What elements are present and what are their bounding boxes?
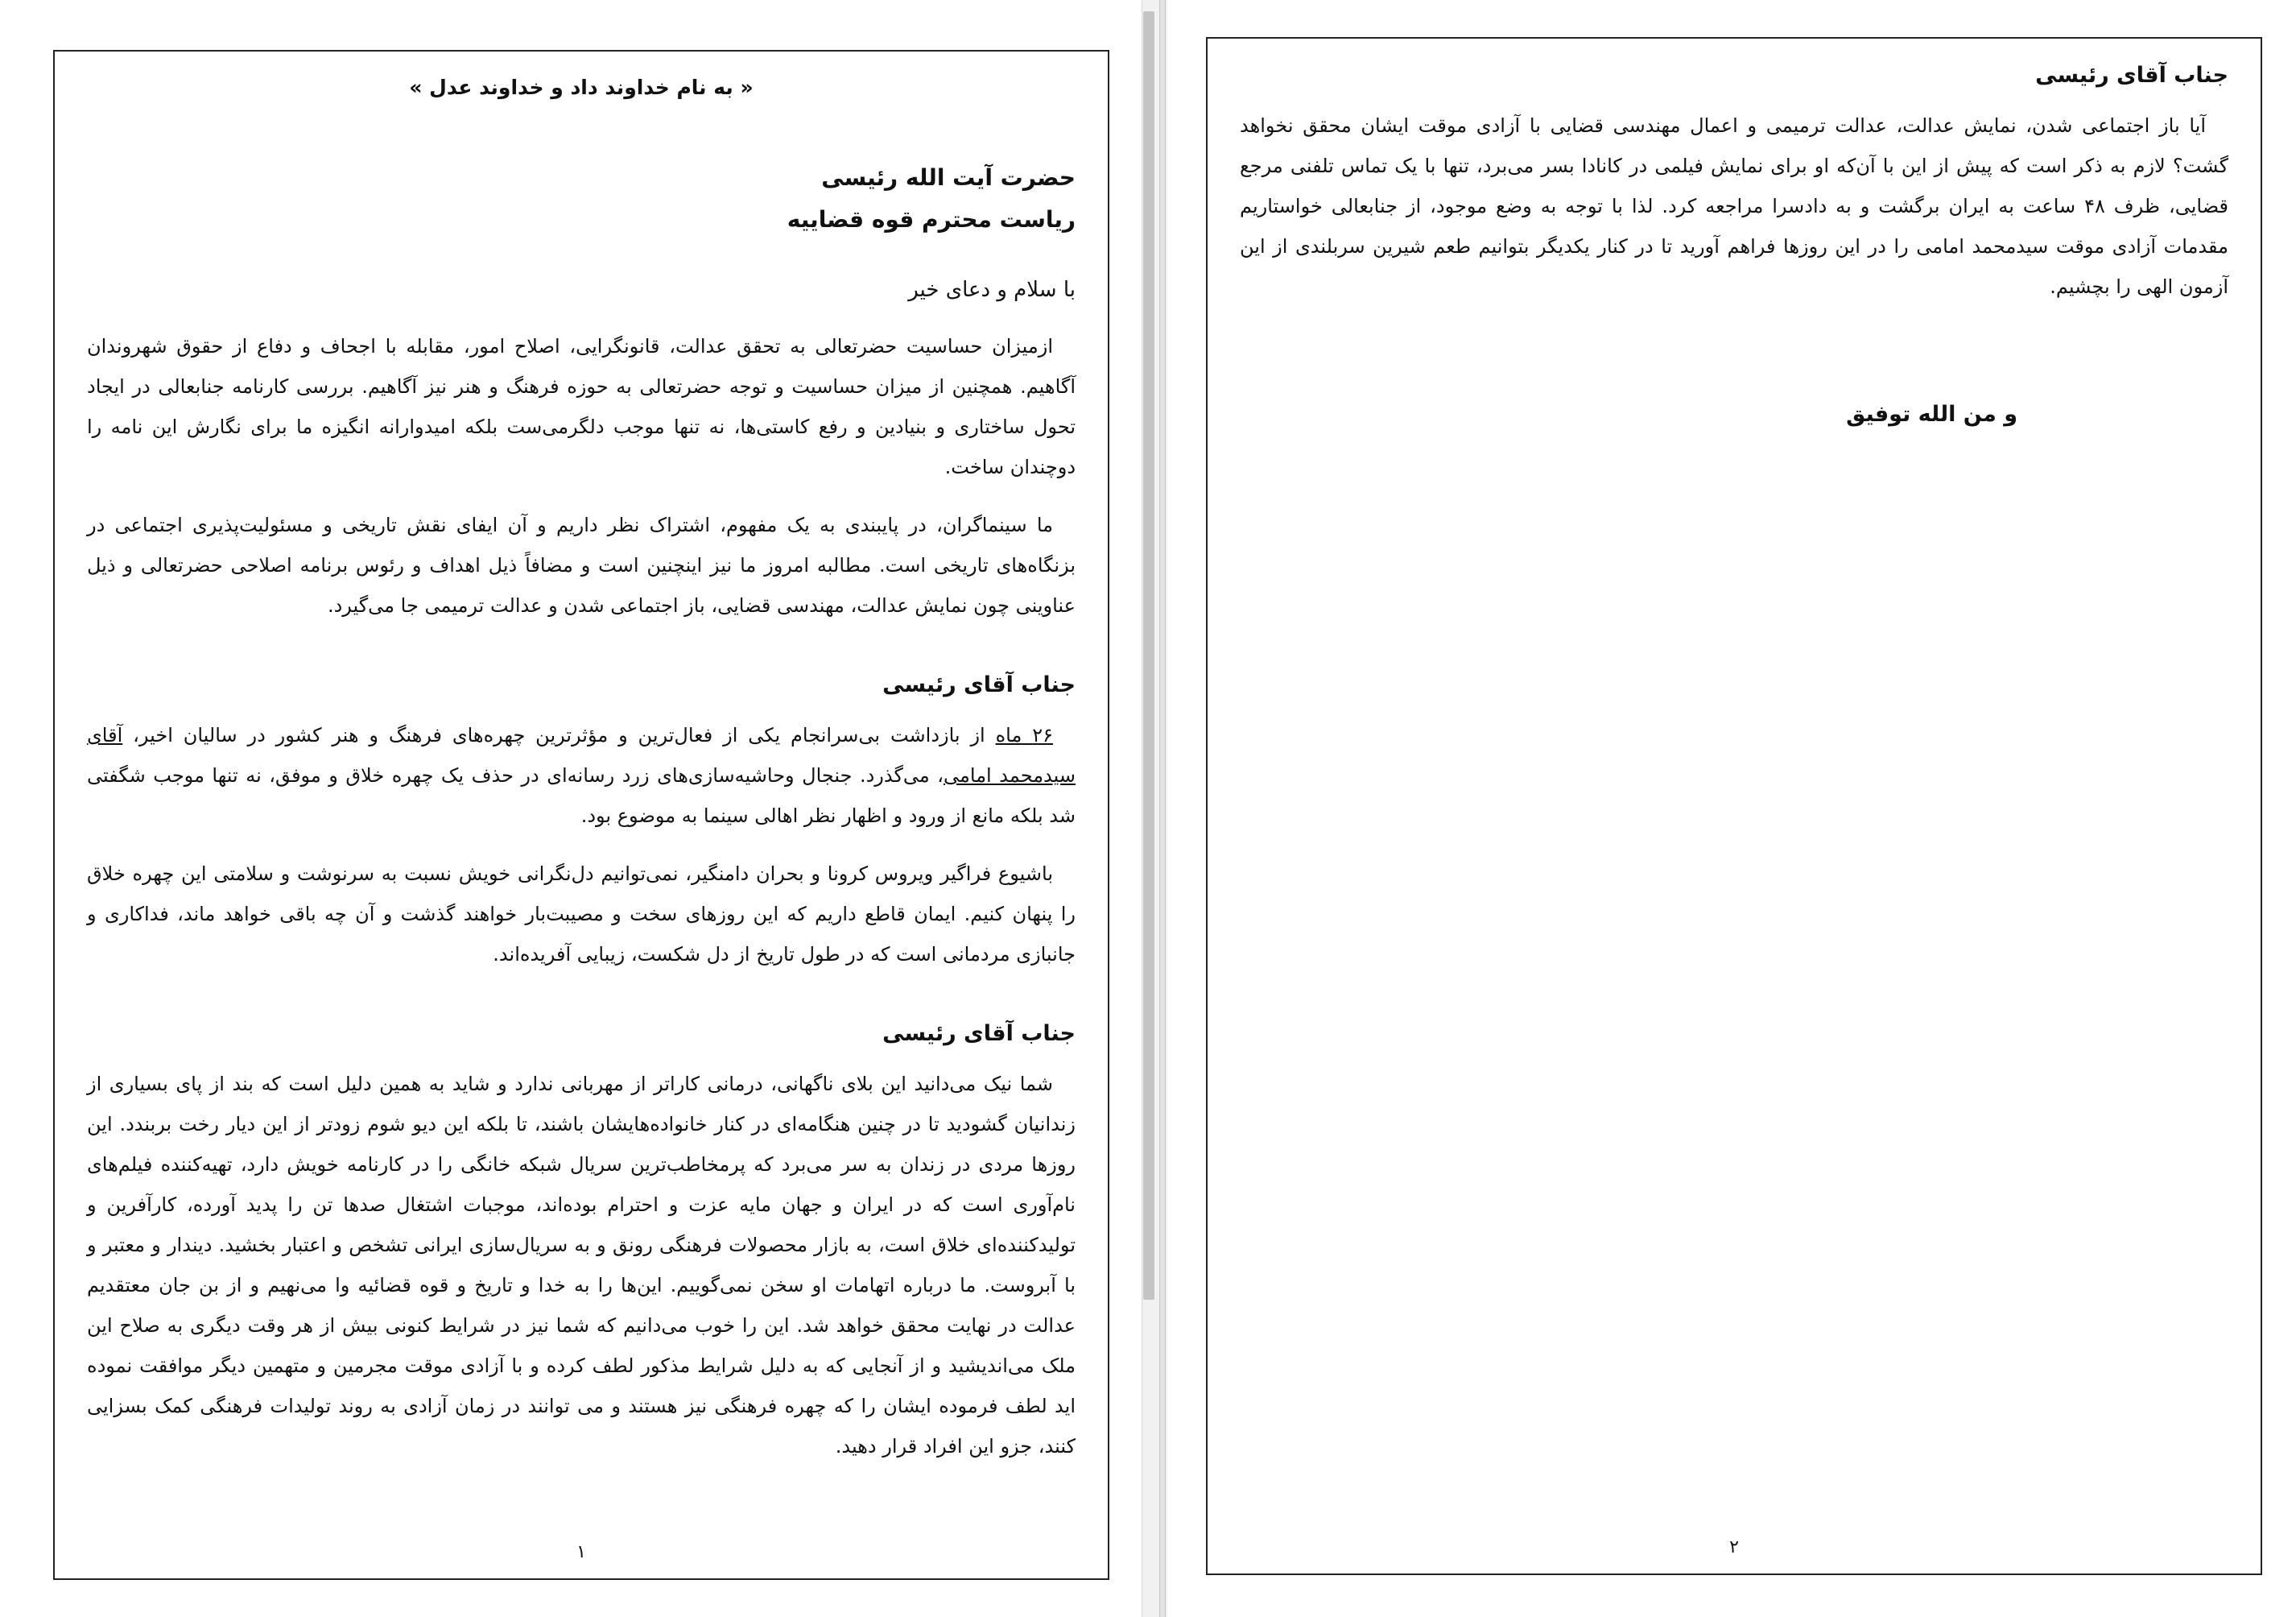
- pane-splitter[interactable]: [1159, 0, 1166, 1617]
- underlined-duration: ۲۶ ماه: [995, 724, 1054, 746]
- addressee-title: ریاست محترم قوه قضاییه: [787, 206, 1076, 233]
- paragraph-4: باشیوع فراگیر ویروس کرونا و بحران دامنگیر، نمی‌توانیم دل‌نگرانی خویش نسبت به سرنوشت و سلامتی این چهره خلاق را پنهان کنیم. ایمان قاطع داریم که این روزهای سخت و مصیبت‌بار خواهند گذشت و آن چه باقی خواهد ماند، فداکاری و جانبازی مردمانی است که در طول تاریخ از دل شکست، زیبایی آفریده‌اند.: [87, 862, 1076, 966]
- paragraph-1: آیا باز اجتماعی شدن، نمایش عدالت، عدالت ترمیمی و اعمال مهندسی قضایی با آزادی موقت ایشان محقق نخواهد گشت؟ لازم به ذکر است که پیش از این با آن‌که او برای نمایش فیلمی در کانادا بسر می‌برد، تنها با یک تماس تلفنی مرجع قضایی، ظرف ۴۸ ساعت به ایران برگشت و به دادسرا مراجعه کرد. لذا با توجه به وضع موجود، از جنابعالی خواستاریم مقدمات آزادی موقت سیدمحمد امامی را در این روزها فراهم آورید تا در کنار یکدیگر بتوانیم طعم شیرین سربلندی از این آزمون الهی را بچشیم.: [1240, 114, 2228, 298]
- paragraph-2: ما سینماگران، در پایبندی به یک مفهوم، اشتراک نظر داریم و آن ایفای نقش تاریخی و مسئولیت‌پذیری اجتماعی در بزنگاه‌های تاریخی است. مطالبه امروز ما نیز اینچنین است و مضافاً ذیل اهداف و رئوس برنامه اصلاحی حضرتعالی و ذیل عناوینی چون نمایش عدالت، مهندسی قضایی، باز اجتماعی شدن و عدالت ترمیمی جا می‌گیرد.: [87, 514, 1076, 617]
- page-2: [1206, 37, 2262, 1575]
- section-heading: جناب آقای رئیسی: [2035, 63, 2228, 88]
- basmala-header: « به نام خداوند داد و خداوند عدل »: [409, 76, 754, 99]
- section-heading-2: جناب آقای رئیسی: [882, 672, 1076, 697]
- page-number: ۲: [1729, 1537, 1739, 1557]
- left-page-pane[interactable]: [0, 0, 1142, 1617]
- section-heading-3: جناب آقای رئیسی: [882, 1021, 1076, 1046]
- underlined-person-name: آقای سیدمحمد امامی: [87, 724, 1076, 787]
- paragraph-3-text-b: ، می‌گذرد. جنجال وحاشیه‌سازی‌های زرد رسانه‌ای در حذف یک چهره خلاق و موفق، نه تنها موجب شگفتی شد بلکه مانع از ورود و اظهار نظر اهالی سینما به موضوع بود.: [87, 764, 1076, 827]
- page-number: ۱: [576, 1542, 586, 1562]
- addressee-block: [87, 157, 1076, 241]
- paragraph-1: ازمیزان حساسیت حضرتعالی به تحقق عدالت، قانونگرایی، اصلاح امور، مقابله با اجحاف و دفاع از حقوق شهروندان آگاهیم. همچنین از میزان حساسیت و توجه حضرتعالی به حوزه فرهنگ و هنر نیز آگاهیم. بررسی کارنامه جنابعالی در ایجاد تحول ساختاری و بنیادین و رفع کاستی‌ها، نه تنها موجب دلگرمی‌ست بلکه امیدوارانه انگیزه ما برای نگارش این نامه را دوچندان ساخت.: [87, 335, 1076, 478]
- paragraph-3-text-a: از بازداشت بی‌سرانجام یکی از فعال‌ترین و مؤثرترین چهره‌های فرهنگ و هنر کشور در سالیان اخیر،: [122, 724, 996, 746]
- scrollbar-thumb[interactable]: [1143, 11, 1154, 1300]
- closing-line: و من الله توفیق: [1846, 402, 2017, 427]
- right-page-pane[interactable]: [1167, 0, 2296, 1617]
- addressee-name: حضرت آیت الله رئیسی: [821, 164, 1076, 191]
- salutation: با سلام و دعای خیر: [908, 278, 1076, 302]
- page-1: [53, 50, 1109, 1580]
- paragraph-3: [87, 715, 1076, 836]
- paragraph-5: شما نیک می‌دانید این بلای ناگهانی، درمانی کاراتر از مهربانی ندارد و شاید به همین دلیل است که بند از پای بسیاری از زندانیان گشودید تا در چنین هنگامه‌ای در کنار خانواده‌هایشان باشند، تا بلکه این دیو شوم زودتر از این دیار رخت بربندد. این روزها مردی در زندان به سر می‌برد که پرمخاطب‌ترین سریال شبکه خانگی را در کارنامه خویش دارد، تهیه‌کننده فیلم‌های نام‌آوری است که در ایران و جهان مایه عزت و احترام بوده‌اند، موجبات اشتغال صدها تن را پدید آورده، کارآفرین و تولیدکننده‌ای خلاق است، به بازار محصولات فرهنگی رونق و به سریال‌سازی ایرانی تشخص و اعتبار بخشید. دیندار و معتبر و با آبروست. ما درباره اتهامات او سخن نمی‌گوییم. این‌ها را به خدا و تاریخ و قوه قضائیه وا می‌نهیم و از بن جان معتقدیم عدالت در نهایت محقق خواهد شد. این را خوب می‌دانیم که شما نیز در شرایط کنونی بیش از هر وقت دیگری به صلاح این ملک می‌اندیشید و از آنجایی که به دلیل شرایط مذکور لطف کرده و با آزادی موقت مجرمین و متهمین دیگر موافقت نموده اید لطف فرموده ایشان را که چهره فرهنگی نیز هستند و می توانند در زمان آزادی به روند تولیدات فرهنگی کمک بسزایی کنند، جزو این افراد قرار دهید.: [87, 1073, 1076, 1458]
